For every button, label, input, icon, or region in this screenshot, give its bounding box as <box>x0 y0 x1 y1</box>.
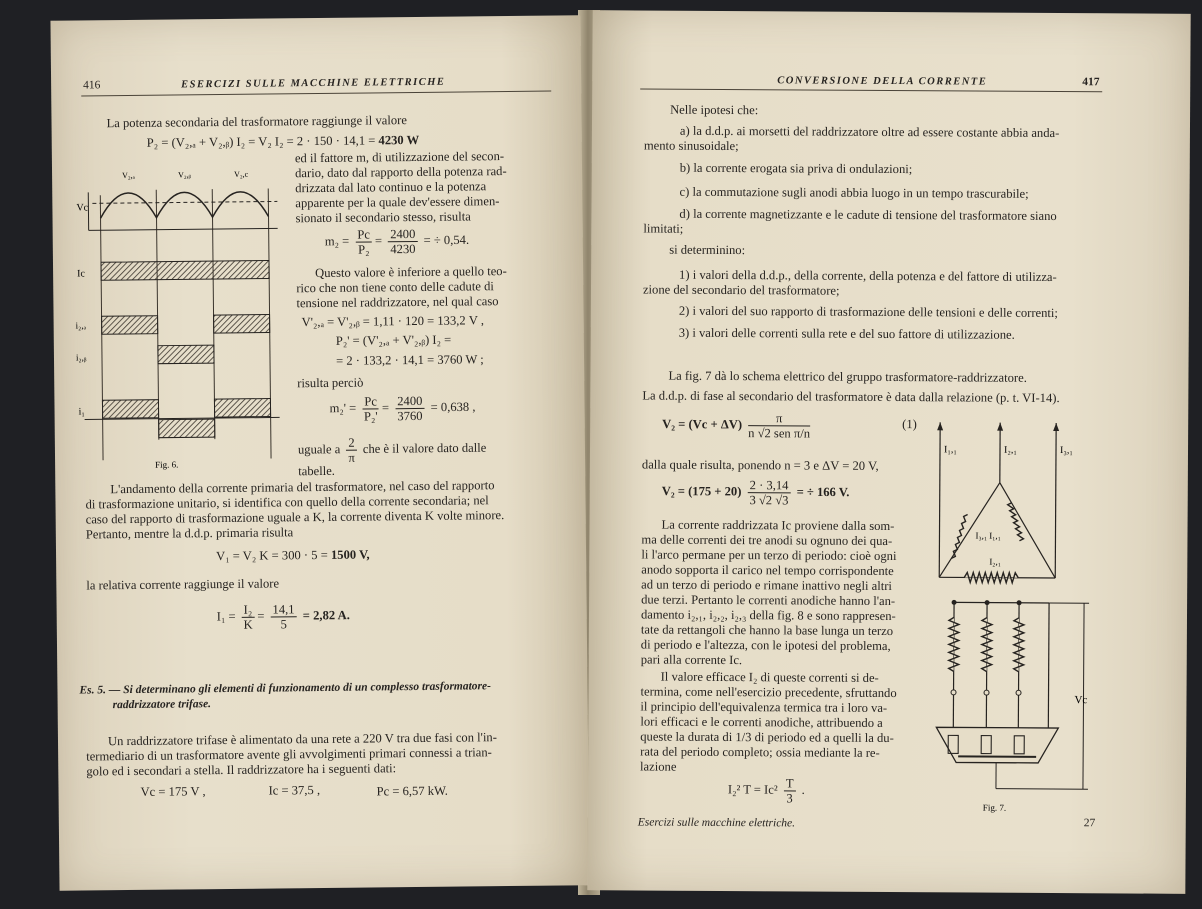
denominator: n √2 sen π/n <box>748 426 811 441</box>
denominator: P₂' <box>363 409 378 424</box>
data-value: Vc = 175 V , <box>140 784 206 799</box>
text-line: La fig. 7 dà lo schema elettrico del gruppo trasformatore-raddrizzatore. <box>668 368 1027 385</box>
text-line: zione del secondario del trasformatore; <box>642 282 840 298</box>
figure-label: Vc <box>76 202 89 214</box>
text-line: drizzata dal lato continuo e la potenza <box>295 179 487 196</box>
equation-lhs: m₂' = <box>329 401 357 416</box>
text-line: di periodo e l'altezza, con le ipotesi del problema, <box>640 637 891 654</box>
denominator: 3 <box>786 791 793 806</box>
i2a-pulse <box>102 316 158 335</box>
text-line: caso del rapporto di trasformazione uguale a K, la corrente diventa K volte minore. <box>85 508 505 527</box>
figure-label: Ic <box>77 268 85 280</box>
rectified-voltage-curve <box>100 192 268 219</box>
page-number: 417 <box>1082 76 1100 89</box>
figure-label: V₂,ₐ <box>122 170 135 181</box>
exercise-heading: Es. 5. — Si determinano gli elementi di funzionamento di un complesso trasformatore- <box>79 680 491 697</box>
figure-label: V₂,ᵦ <box>178 170 191 180</box>
i2b-pulse <box>158 345 214 364</box>
figure-label: I₂,₁ <box>989 556 1001 567</box>
text-line: Il valore efficace I₂ di queste correnti si de- <box>660 669 879 685</box>
i1-pulse <box>102 400 158 419</box>
equation: V'₂,ₐ = V'₂,ᵦ = 1,11 · 120 = 133,2 V , <box>301 313 485 330</box>
text-line: 2) i valori del suo rapporto di trasformazione delle tensioni e delle correnti; <box>678 303 1058 321</box>
text-line: tate da rettangoli che hanno la base lunga un terzo <box>640 622 894 639</box>
text-line: termediario di un trasformatore avente gli avvolgimenti primari connessi a trian- <box>86 745 492 764</box>
text-line: anodo sopporta il carico nel tempo corrispondente <box>641 562 894 579</box>
primary-winding <box>964 572 1018 582</box>
text-line: apparente per la quale dev'essere dimen- <box>295 194 500 211</box>
text-line: limitati; <box>643 221 684 236</box>
equation <box>298 434 487 465</box>
equation-lhs: m₂ = <box>324 234 350 249</box>
left-page <box>50 15 589 891</box>
numerator: 2400 <box>395 394 424 409</box>
figure-label: i₂,ₐ <box>75 320 87 331</box>
text-line: risulta perciò <box>297 375 364 391</box>
text-line: golo ed i secondari a stella. Il raddrizzatore ha i seguenti dati: <box>86 761 397 779</box>
text-line: ed il fattore m, di utilizzazione del secon- <box>294 149 505 166</box>
equation-text: P₂ = (V₂,ₐ + V₂,ᵦ) I₂ = V₂ I₂ = 2 · 150 · 14,1 = <box>146 133 379 150</box>
figure-label: I₂,₁ <box>1003 444 1017 456</box>
fraction <box>362 394 379 423</box>
numerator: I₂ <box>242 603 255 618</box>
text-line: ma delle correnti dei tre anodi su ognuno dei qua- <box>641 532 893 549</box>
text-line: d) la corrente magnetizzante e le cadute di tensione del trasformatore siano <box>679 206 1057 224</box>
ic-band <box>101 261 269 281</box>
numerator: T <box>784 776 796 791</box>
running-head: CONVERSIONE DELLA CORRENTE <box>777 75 988 88</box>
text-line: rata del periodo completo; ossia mediante la re- <box>640 744 880 760</box>
figure-label: I₃,₁ <box>1059 445 1073 457</box>
fraction <box>355 227 372 256</box>
figure-label: i₂,ᵦ <box>75 352 87 363</box>
figure-label: V₂,c <box>234 169 249 179</box>
text-line: termina, come nell'esercizio precedente, sfruttando <box>640 684 897 701</box>
text-line: Pertanto, mentre la d.d.p. primaria risulta <box>85 525 294 542</box>
text-line: 3) i valori delle correnti sulla rete e del suo fattore di utilizzazione. <box>678 325 1015 342</box>
numerator: 14,1 <box>270 602 296 617</box>
numerator: 2 · 3,14 <box>748 478 791 493</box>
text-line: due terzi. Pertanto le correnti anodiche hanno l'an- <box>641 592 896 609</box>
text-line: ad un terzo di periodo e rimane inattivo negli altri <box>641 577 892 594</box>
text-run: uguale a <box>297 442 341 457</box>
header-rule <box>81 91 551 97</box>
numerator: π <box>748 411 810 426</box>
fraction <box>748 411 810 440</box>
fraction <box>748 478 791 507</box>
text-line: 1) i valori della d.d.p., della corrente, della potenza e del fattore di utilizza- <box>679 267 1057 285</box>
fraction <box>242 603 255 632</box>
equation <box>728 776 805 805</box>
text-line: il principio dell'equivalenza termica tra i loro va- <box>640 699 888 715</box>
text-line: Nelle ipotesi che: <box>670 102 759 118</box>
denominator: 5 <box>280 617 287 632</box>
text-line: L'andamento della corrente primaria del trasformatore, nel caso del rapporto <box>110 478 495 497</box>
equation <box>662 478 850 508</box>
fraction <box>270 602 296 631</box>
fraction <box>346 436 357 465</box>
text-line: lori efficaci e le correnti anodiche, attribuendo a <box>640 714 883 730</box>
text-run: che è il valore dato dalle <box>362 440 487 456</box>
figure-label: Vc <box>1074 694 1088 707</box>
text-line: lazione <box>640 759 677 774</box>
figure-6-waveforms <box>75 168 295 470</box>
text-line: La d.d.p. di fase al secondario del trasformatore è data dalla relazione (p. t. VI-14). <box>642 388 1060 406</box>
equation: m₂' = $\frac{Pc}{\text{P₂'}}$ = $\frac{2400}{3760}$ = 0,638 , <box>329 393 476 424</box>
text-line: sionato il secondario stesso, risulta <box>295 209 471 226</box>
text-line: queste la durata di 1/3 di periodo ed a quelli la du- <box>640 729 894 746</box>
text-line: tabelle. <box>298 463 335 479</box>
i2a-pulse <box>214 315 270 334</box>
equation-result: 4230 W <box>378 132 420 148</box>
figure-label: i₁ <box>78 406 85 418</box>
right-page <box>587 10 1190 894</box>
equation-rhs: = ÷ 166 V. <box>796 484 850 500</box>
equation-text: V₁ = V₂ K = 300 · 5 = <box>216 547 332 564</box>
data-value: Pc = 6,57 kW. <box>376 783 448 799</box>
vc-dashed-line <box>92 201 277 203</box>
equation-rhs: = ÷ 0,54. <box>423 232 470 248</box>
equation-lhs: I₂² T = Ic² <box>727 782 778 797</box>
text-line: a) la d.d.p. ai morsetti del raddrizzatore oltre ad essere costante abbia anda- <box>679 123 1060 141</box>
text-line: li l'arco permane per un terzo di periodo: cioè ogni <box>641 547 897 564</box>
figure-label: I₃,₁ I₁,₁ <box>975 530 1001 541</box>
equation: I₁ = $\frac{\text{I₂}}{K}$ = $\frac{14,1}{5}$ = 2,82 A. <box>216 602 350 632</box>
equation-lhs: I₁ = <box>216 609 236 624</box>
numerator: 2 <box>346 436 356 451</box>
page-number: 416 <box>83 79 101 92</box>
i1-pulse <box>159 419 215 438</box>
figure-caption: Fig. 7. <box>982 802 1007 813</box>
footer-signature-number: 27 <box>1083 817 1096 830</box>
text-line: Un raddrizzatore trifase è alimentato da una rete a 220 V tra due fasi con l'in- <box>107 730 497 749</box>
text-line: tensione nel raddrizzatore, nel qual caso <box>296 294 499 311</box>
text-line: La corrente raddrizzata Ic proviene dalla som- <box>661 517 895 534</box>
denominator: π <box>348 450 355 465</box>
equation <box>662 411 813 441</box>
denominator: P₂ <box>357 242 370 257</box>
equation-lhs: V₂ = (175 + 20) <box>661 484 742 499</box>
text-line: pari alla corrente Ic. <box>640 652 743 668</box>
text-line: di trasformazione unitario, si identifica con quello della corrente secondaria; nel <box>85 493 489 512</box>
denominator: 4230 <box>390 241 416 257</box>
equation-number: (1) <box>902 417 917 432</box>
text-line: rico che non tiene conto delle cadute di <box>296 279 494 296</box>
equation-rhs: . <box>801 782 805 797</box>
text-line: dalla quale risulta, ponendo n = 3 e ΔV = 20 V, <box>641 457 879 473</box>
text-line: La potenza secondaria del trasformatore raggiunge il valore <box>106 113 407 131</box>
header-rule <box>640 88 1102 92</box>
footer-title: Esercizi sulle macchine elettriche. <box>637 816 796 830</box>
figure-caption: Fig. 6. <box>155 459 179 470</box>
text-line: c) la commutazione sugli anodi abbia luogo in un tempo trascurabile; <box>679 184 1029 201</box>
mercury-arc-rectifier <box>936 727 1058 763</box>
equation-rhs: = 0,638 , <box>430 399 476 415</box>
fraction <box>388 227 417 256</box>
equation <box>147 133 420 151</box>
equation-result: 1500 V, <box>330 547 370 562</box>
i1-pulse <box>214 399 270 418</box>
text-line: b) la corrente erogata sia priva di ondulazioni; <box>679 160 913 177</box>
numerator: Pc <box>355 227 372 242</box>
text-line: la relativa corrente raggiunge il valore <box>86 576 280 593</box>
primary-winding <box>1007 503 1023 541</box>
data-value: Ic = 37,5 , <box>268 783 321 798</box>
fraction <box>395 394 424 423</box>
text-line: Questo valore è inferiore a quello teo- <box>315 264 507 281</box>
text-line: mento sinusoidale; <box>643 138 739 154</box>
numerator: Pc <box>362 394 379 409</box>
figure-label: I₁,₁ <box>943 444 957 456</box>
text-line: dario, dato dal rapporto della potenza rad- <box>294 164 507 181</box>
denominator: K <box>243 617 253 632</box>
denominator: 3 √2 √3 <box>749 493 789 508</box>
equation-result: = 2,82 A. <box>302 608 350 623</box>
exercise-heading: raddrizzatore trifase. <box>112 698 212 712</box>
text-line: damento i₂,₁, i₂,₂, i₂,₃ della fig. 8 e sono rappresen- <box>640 607 896 624</box>
equation-lhs: V₂ = (Vc + ΔV) <box>662 417 743 432</box>
text-line: si determinino: <box>669 242 746 258</box>
equation: P₂' = (V'₂,ₐ + V'₂,ᵦ) I₂ = <box>335 332 452 348</box>
numerator: 2400 <box>388 227 417 242</box>
equation <box>216 547 370 564</box>
equation: m₂ = $\frac{Pc}{\text{P₂}}$ = $\frac{2400}{4230}$ = ÷ 0,54. <box>324 226 470 257</box>
equation: = 2 · 133,2 · 14,1 = 3760 W ; <box>335 352 484 368</box>
figure-7-schematic <box>928 422 1110 813</box>
fraction <box>784 776 796 805</box>
denominator: 3760 <box>397 408 423 424</box>
running-head: ESERCIZI SULLE MACCHINE ELETTRICHE <box>181 76 446 91</box>
